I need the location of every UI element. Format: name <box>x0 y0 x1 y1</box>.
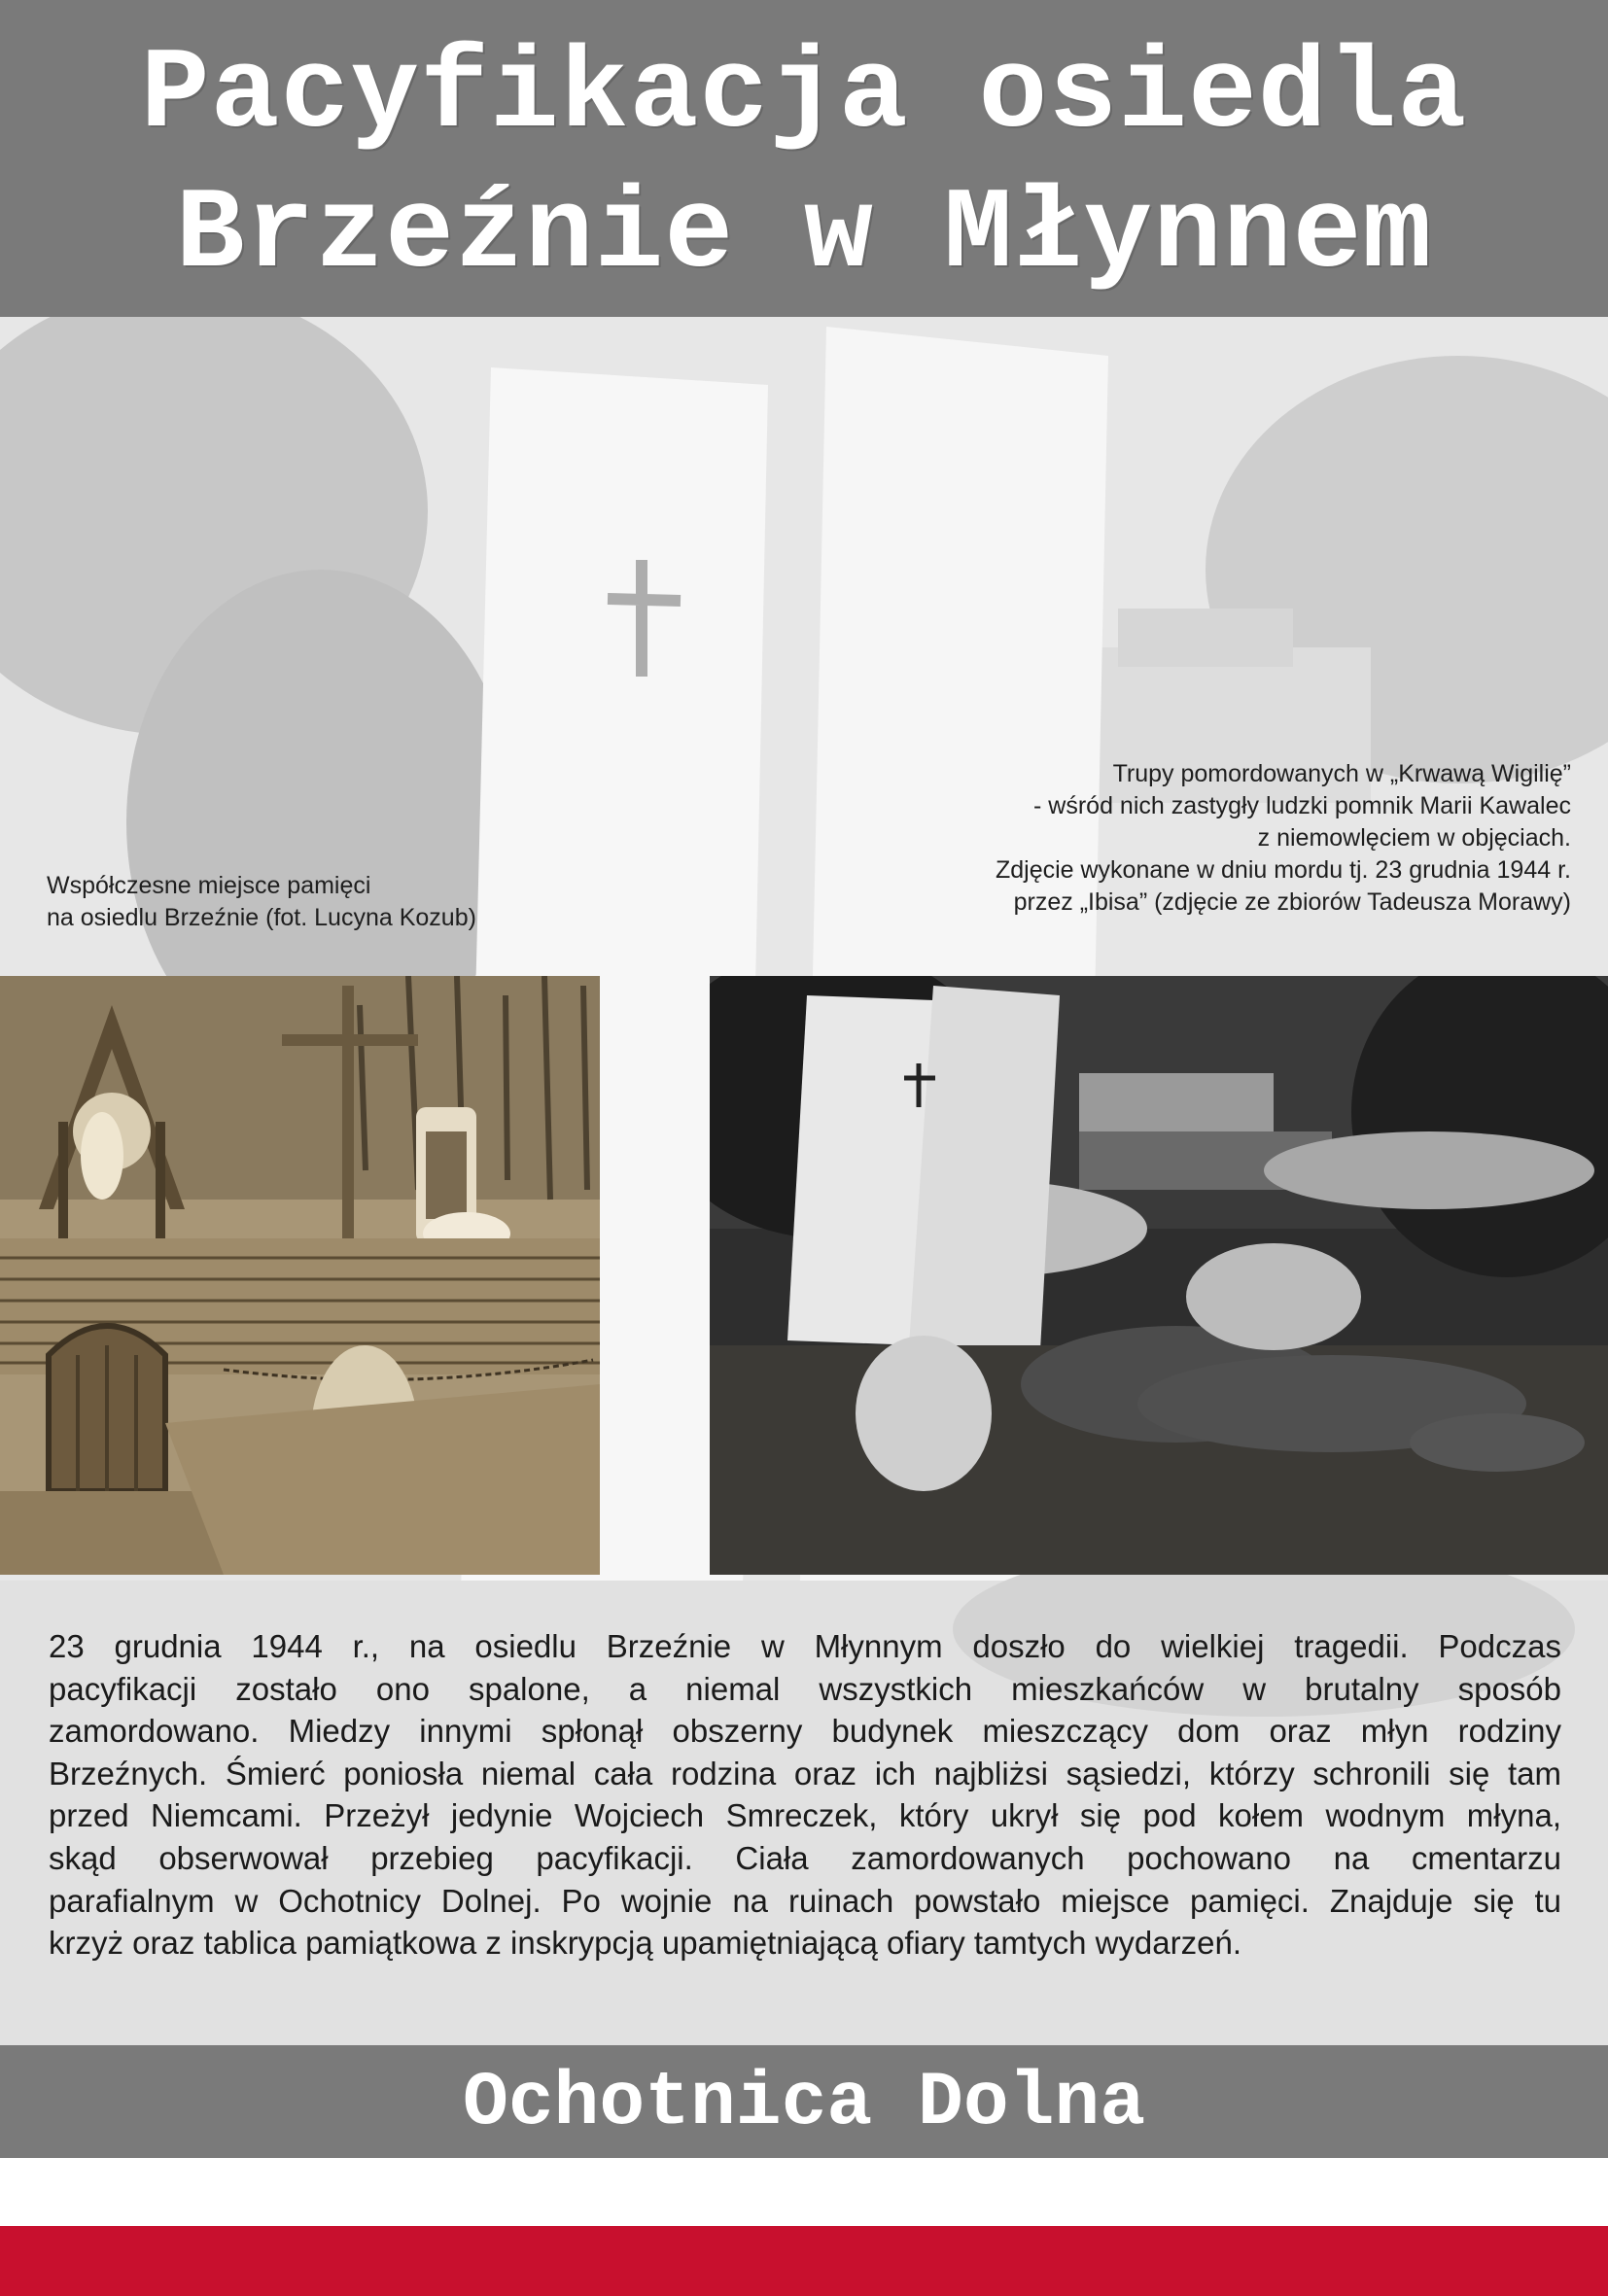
footer-band <box>0 2045 1608 2158</box>
caption-left-line: Współczesne miejsce pamięci <box>47 872 371 899</box>
body-line: skąd obserwował przebieg pacyfikacji. Ciała zamordowanych pochowano na cmentarzu <box>49 1839 1561 1876</box>
header-band <box>0 0 1608 317</box>
body-paragraph <box>49 1625 1561 1965</box>
caption-left <box>47 870 476 934</box>
flag-white-stripe <box>0 2158 1608 2226</box>
body-line: przed Niemcami. Przeżył jedynie Wojciech Smreczek, który ukrył się pod kołem wodnym młyna, <box>49 1797 1561 1834</box>
body-line: 23 grudnia 1944 r., na osiedlu Brzeźnie w Młynnym doszło do wielkiej tragedii. Podczas <box>49 1628 1561 1664</box>
body-line: Brzeźnych. Śmierć poniosła niemal cała rodzina oraz ich najbliżsi sąsiedzi, którzy schronili się tam <box>49 1755 1561 1792</box>
body-line: krzyż oraz tablica pamiątkowa z inskrypcją upamiętniającą ofiary tamtych wydarzeń. <box>49 1925 1241 1962</box>
historic-victims-photo <box>710 976 1608 1575</box>
memorial-site-photo <box>0 976 600 1575</box>
caption-right-line: Trupy pomordowanych w „Krwawą Wigilię” <box>1112 760 1571 787</box>
body-line: pacyfikacji zostało ono spalone, a niemal wszystkich mieszkańców w brutalny sposób <box>49 1670 1561 1707</box>
caption-left-line: na osiedlu Brzeźnie (fot. Lucyna Kozub) <box>47 904 476 931</box>
page-title-line-2: Brzeźnie w Młynnem <box>175 171 1433 300</box>
caption-right-line: przez „Ibisa” (zdjęcie ze zbiorów Tadeusza Morawy) <box>1013 888 1571 916</box>
page-title-line-1: Pacyfikacja osiedla <box>140 31 1468 160</box>
footer-place-name: Ochotnica Dolna <box>462 2061 1146 2146</box>
caption-right-line: z niemowlęciem w objęciach. <box>1257 824 1571 852</box>
body-line: parafialnym w Ochotnicy Dolnej. Po wojnie na ruinach powstało miejsce pamięci. Znajduje się tu <box>49 1882 1561 1919</box>
body-line: zamordowano. Miedzy innymi spłonął obszerny budynek mieszczący dom oraz młyn rodziny <box>49 1713 1561 1750</box>
flag-red-stripe <box>0 2226 1608 2296</box>
caption-right-line: Zdjęcie wykonane w dniu mordu tj. 23 grudnia 1944 r. <box>995 856 1571 884</box>
caption-right-line: - wśród nich zastygły ludzki pomnik Marii Kawalec <box>1033 792 1571 819</box>
caption-right <box>996 758 1571 919</box>
